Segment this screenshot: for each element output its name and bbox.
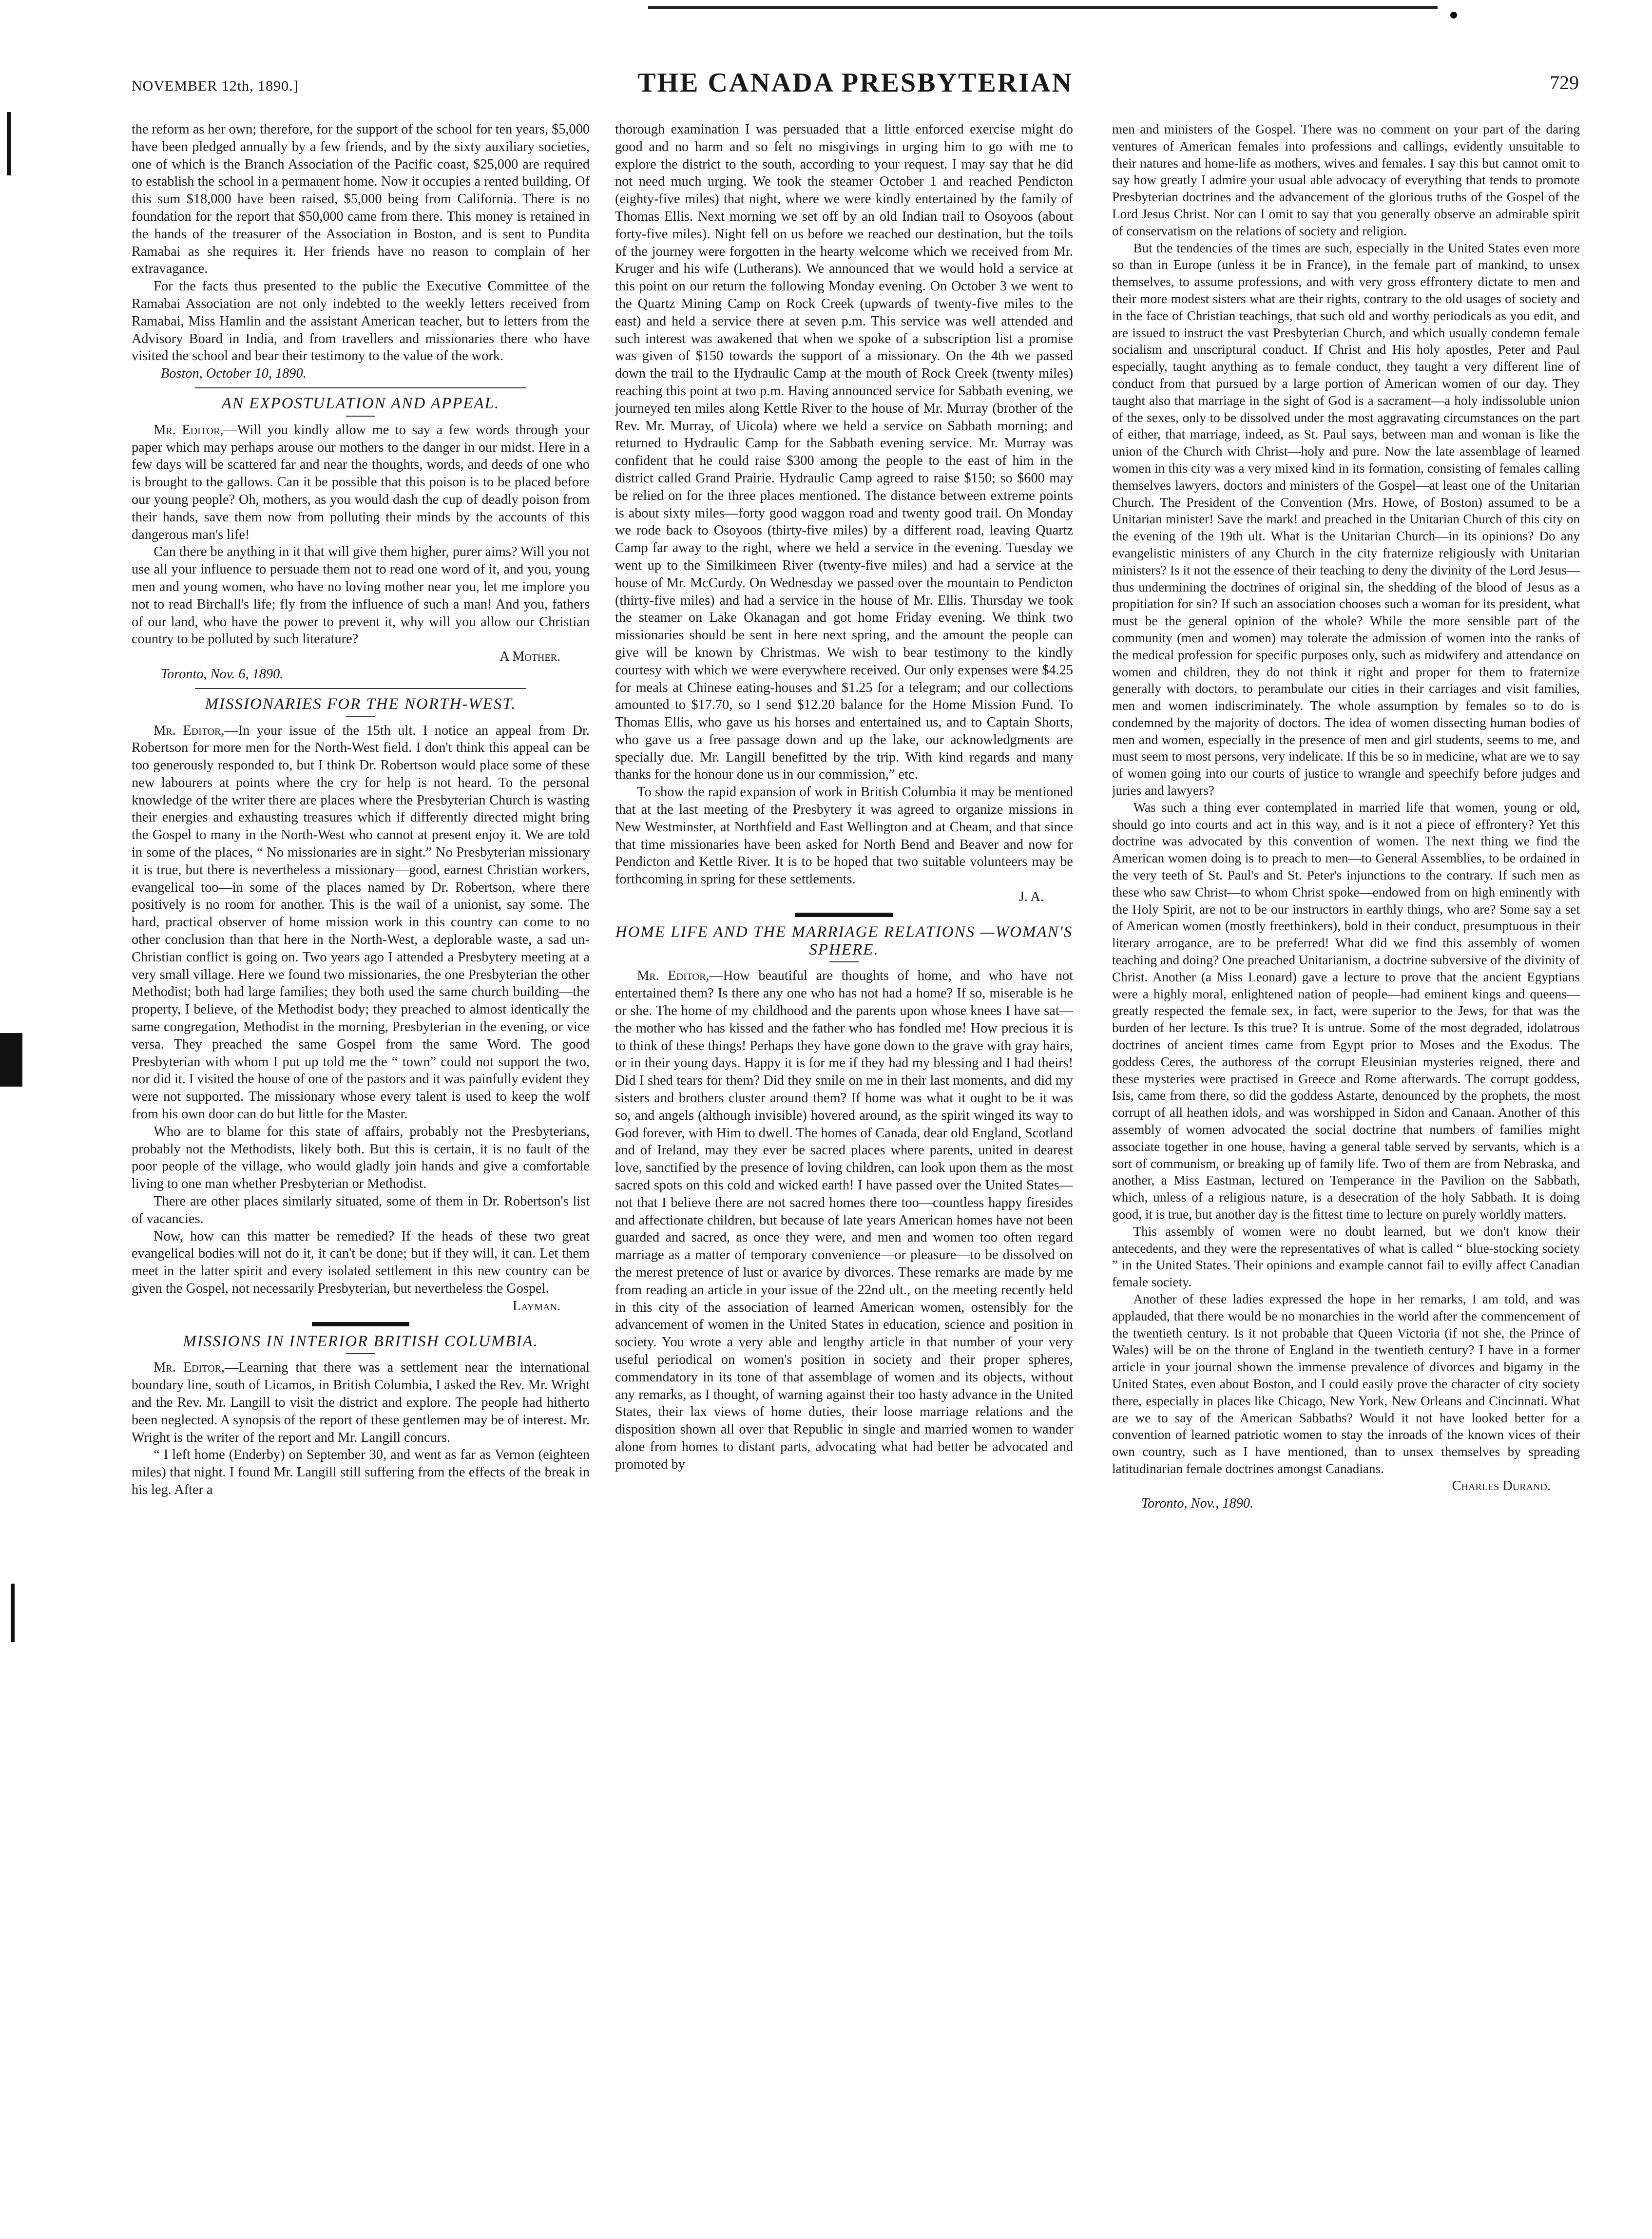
article-paragraph: thorough examination I was persuaded that a little enforced exercise might do good and no harm and so felt no misgivings in urging him to go with me to explore the district to the south, according to your request. I may say that he did not need much urging. We took the steamer October 1 and reached Pendicton (eighty-five miles) that night, where we were kindly entertained by the family of Thomas Ellis. Next morning we set off by an old Indian trail to Osoyoos (about forty-five miles). Night fell on us before we reached our destination, but the toils of the journey were forgotten in the hearty welcome which we received from Mr. Kruger and his wife (Lutherans). We announced that we would hold a service at this point on our return the following Monday evening. On October 3 we went to the Quartz Mining Camp on Rock Creek (upwards of twenty-five miles to the east) and held a service there at seven p.m. This service was well attended and such interest was awakened that when we spoke of a subscription list a promise was given of $150 towards the support of a missionary. On the 4th we passed down the trail to the Hydraulic Camp at the mouth of Rock Creek (twenty miles) reaching this point at two p.m. Having announced service for Sabbath evening, we journeyed ten miles along Kettle River to the house of Mr. Murray (brother of the Rev. Mr. Murray, of Uicola) where we held a service on Sabbath morning; and returned to Hydraulic Camp for the Sabbath evening service. Mr. Murray was confident that he could raise $300 among the people to the east of him in the district called Grand Prairie. Hydraulic Camp agreed to raise $150; so $600 may be relied on for the three places mentioned. The distance between extreme points is about sixty miles—forty good waggon road and twenty good trail. On Monday we rode back to Osoyoos (thirty-five miles) by a different road, leaving Quartz Camp far away to the right, where we held a service in the evening. Tuesday we went up to the Similkimeen River (twenty-five miles) and had a service at the house of Mr. McCurdy. On Wednesday we passed over the mountain to Pendicton (thirty-five miles) and had a service in the house of Mr. Ellis. Thursday we took the steamer on Lake Okanagan and got home Friday evening. We think two missionaries should be sent in here next spring, and the amount the people can give will be known by Christmas. We wish to bear testimony to the kindly courtesy with which we were everywhere received. Our only expenses were $4.25 for meals at Chinese eating-houses and $1.25 for a telegram; and our collections amounted to $17.70, so I send $12.20 balance for the Home Mission Fund. To Thomas Ellis, who gave us his horses and entertained us, and to Captain Shorts, who gave us a free passage down and up the lake, our acknowledgments are specially due. Mr. Langill benefitted by the trip. With kind regards and many thanks for the honour done us in our commission,” etc.	[615, 122, 1073, 783]
binding-mark	[1450, 12, 1457, 19]
signature: J. A.	[1018, 889, 1044, 905]
page-header	[132, 67, 1579, 111]
dateline: Boston, October 10, 1890.	[161, 366, 307, 382]
signature: Charles Durand.	[1452, 1478, 1551, 1493]
article-heading: AN EXPOSTULATION AND APPEAL.	[221, 394, 500, 412]
binding-mark	[0, 1033, 22, 1087]
heading-dash	[829, 961, 859, 962]
article-paragraph: Another of these ladies expressed the hope in her remarks, I am told, and was applauded, that there would be no monarchies in the world after the commencement of the twentieth century. Is it not probable that Queen Victoria (if not she, the Prince of Wales) will be on the throne of England in the twentieth century? I have in a former article in your journal shown the immense prevalence of divorces and bigamy in the United States, even about Boston, and I could easily prove the character of city society there, especially in places like Chicago, New York, New Orleans and Cincinnati. What are we to say of the American Sabbaths? Would it not have looked better for a convention of learned patriotic women to stay the inroads of the known vices of their own country, such as I have mentioned, than to unsex themselves by spreading latitudinarian female doctrines amongst Canadians.	[1112, 1291, 1580, 1476]
column-right	[1112, 121, 1580, 2216]
column-middle	[615, 121, 1073, 2216]
article-paragraph: —How beautiful are thoughts of home, and who have not entertained them? Is there any one who has not had a home? If so, miserable is he or she. The home of my childhood and the parents upon whose knees I have sat—the mother who has kissed and the father who has fondled me! How precious it is to think of these things! Perhaps they have gone down to the grave with gray hairs, or in their young days. Happy it is for me if they had my blessing and I had theirs! Did I shed tears for them? Did they smile on me in their last moments, and did my sisters and brothers cluster around them? If home was what it ought to be it was so, and angels (although invisible) hovered around, as the spirit winged its way to God forever, with Him to dwell. The homes of Canada, dear old England, Scotland and of Ireland, may they ever be sacred places where parents, united in dearest love, sanctified by the presence of loving children, can look upon them as the most sacred spots on this cold and wicked earth! I have passed over the United States—not that I believe there are not sacred homes there too—countless happy firesides and affectionate children, but because of late years American homes have not been guarded and sacred, as once they were, and men and women too often regard marriage as a matter of temporary convenience—or pleasure—to be dissolved on the merest pretence of lust or avarice by divorces. These remarks are made by me from reading an article in your issue of the 22nd ult., on the meeting recently held in this city of the association of learned American women, ostensibly for the advancement of women in the United States in education, science and position in society. You wrote a very able and lengthy article in that number of your very useful periodical on women's position in society and their proper spheres, commendatory in its tone of that assemblage of women and its objects, without any remarks, as I thought, of warning against their too hasty advance in the United States, their lax views of home duties, their loose marriage relations and the disposition shown all over that Republic in single and married women to wander alone from homes to distant parts, advocating what had better be advocated and promoted by	[615, 968, 1073, 1472]
heading-dash	[346, 716, 375, 717]
masthead-title: THE CANADA PRESBYTERIAN	[637, 68, 1073, 98]
page-number: 729	[1550, 72, 1579, 94]
binding-mark	[11, 1584, 15, 1642]
article-paragraph: men and ministers of the Gospel. There was no comment on your part of the daring ventures of American females into professions and callings, evidently unsuitable to their natures and home-life as mothers, wives and females. I say this but cannot omit to say how greatly I admire your usual able advocacy of everything that tends to promote Presbyterian doctrines and the advancement of the glorious truths of the Gospel of the Lord Jesus Christ. Nor can I omit to say that you generally observe an admirable spirit of conservatism on the relations of society and religion.	[1112, 122, 1580, 238]
article-paragraph: Who are to blame for this state of affairs, probably not the Presbyterians, probably not the Methodists, likely both. But this is certain, it is no fault of the poor people of the village, who would gladly join hands and give a comfortable living to one man whether Presbyterian or Methodist.	[132, 1124, 590, 1192]
article-paragraph: For the facts thus presented to the public the Executive Committee of the Ramabai Association are not only indebted to the weekly letters received from Ramabai, Miss Hamlin and the assistant American teacher, but to letters from the Advisory Board in India, and from travellers and missionaries there who have visited the school and bear their testimony to the value of the work.	[132, 279, 590, 364]
article-paragraph: the reform as her own; therefore, for the support of the school for ten years, $5,000 have been pledged annually by a few friends, and by the sixty auxiliary societies, one of which is the Branch Association of the Pacific coast, $25,000 are required to establish the school in a permanent home. Now it occupies a rented building. Of this sum $18,000 have been raised, $5,000 being from California. There is no foundation for the report that $50,000 came from there. This money is retained in the hands of the treasurer of the Association in Boston, and is sent to Pundita Ramabai as she requires it. Her friends have no reason to complain of her extravagance.	[132, 122, 590, 277]
article-paragraph: —In your issue of the 15th ult. I notice an appeal from Dr. Robertson for more men for the North-West field. I don't think this appeal can be too generously responded to, but I think Dr. Robertson would place some of these new labourers at points where the cry for help is not heard. To the personal knowledge of the writer there are places where the Presbyterian Church is wasting their energies and exhausting treasures which if differently directed might bring the Gospel to many in the North-West who cannot at present enjoy it. We are told in some of the places, “ No missionaries are in sight.” No Presbyterian missionary it is true, but there is nevertheless a missionary—good, earnest Christian workers, evangelical too—in some of the places named by Dr. Robertson, where there positively is no room for another. This is the wail of a unionist, say some. The hard, practical observer of home mission work in this country can come to no other conclusion than that here in the North-West, a deplorable waste, a sad un-Christian conflict is going on. Two years ago I attended a Presbytery meeting at a very small village. Here we found two missionaries, the one Presbyterian the other Methodist; both had large families; they both used the same church building—the property, I believe, of the Methodist body; they preached to almost identically the same congregation, Methodist in the morning, Presbyterian in the evening, or vice versa. They preached the same Gospel from the same Word. The good Presbyterian with whom I put up told me the “ town” could not support the two, nor did it. I visited the house of one of the pastors and it was painfully evident they were not supported. The missionary whose every talent is used to keep the wolf from his own door can do but little for the Master.	[132, 723, 590, 1122]
article-paragraph: There are other places similarly situated, some of them in Dr. Robertson's list of vacancies.	[132, 1194, 590, 1226]
heading-dash	[346, 416, 375, 417]
salutation: Mr. Editor,	[637, 968, 710, 984]
article-paragraph: To show the rapid expansion of work in British Columbia it may be mentioned that at the last meeting of the Presbytery it was agreed to organize missions in New Westminster, at Northfield and East Wellington and at Cheam, and that since that time missionaries have been asked for North Bend and Beaver and now for Pendicton and Kettle River. It is to be hoped that two suitable volunteers may be forthcoming in spring for these settlements.	[615, 785, 1073, 887]
column-left	[132, 121, 590, 2216]
article-paragraph: —Learning that there was a settlement near the international boundary line, south of Licamos, in British Columbia, I asked the Rev. Mr. Wright and the Rev. Mr. Langill to visit the district and explore. The people had hitherto been neglected. A synopsis of the report of these gentlemen may be of interest. Mr. Wright is the writer of the report and Mr. Langill concurs.	[132, 1360, 590, 1445]
heading-dash	[346, 1353, 375, 1354]
article-heading: HOME LIFE AND THE MARRIAGE RELATIONS —WOMAN'S SPHERE.	[615, 923, 1073, 958]
signature: A Mother.	[499, 649, 560, 665]
article-paragraph: —Will you kindly allow me to say a few words through your paper which may perhaps arouse our mothers to the danger in our midst. Here in a few days will be scattered far and near the thoughts, words, and deeds of one who is brought to the gallows. Can it be possible that this poison is to be placed before our young people? Oh, mothers, as you would dash the cup of deadly poison from their hands, save them now from polluting their minds by the accounts of this dangerous man's life!	[132, 422, 590, 542]
article-paragraph: Can there be anything in it that will give them higher, purer aims? Will you not use all your influence to persuade them not to read one word of it, and you, young men and young women, who have no loving mother near you, let me implore you not to read Birchall's life; fly from the influence of such a man! And you, fathers of our land, who have the power to prevent it, why will you allow our Christian country to be polluted by such literature?	[132, 544, 590, 647]
dateline: Toronto, Nov. 6, 1890.	[161, 666, 284, 682]
article-paragraph: This assembly of women were no doubt learned, but we don't know their antecedents, and they were the representatives of what is called “ blue-stocking society ” in the United States. Their opinions and example cannot fail to evilly affect Canadian female society.	[1112, 1224, 1580, 1290]
article-heading: MISSIONS IN INTERIOR BRITISH COLUMBIA.	[183, 1332, 538, 1350]
signature: Layman.	[512, 1298, 560, 1314]
article-heading: MISSIONARIES FOR THE NORTH-WEST.	[205, 695, 517, 713]
section-rule	[195, 387, 526, 388]
salutation: Mr. Editor,	[154, 422, 224, 438]
section-rule	[795, 913, 893, 917]
section-rule	[195, 688, 526, 689]
issue-date: NOVEMBER 12th, 1890.]	[132, 78, 299, 94]
binding-mark	[7, 112, 11, 175]
top-rule	[648, 6, 1438, 9]
article-paragraph: Now, how can this matter be remedied? If the heads of these two great evangelical bodies will not do it, it can't be done; but if they will, it can. Let them meet in the latter spirit and every isolated settlement in this new country can be given the Gospel, not necessarily Presbyterian, but nevertheless the Gospel.	[132, 1228, 590, 1296]
section-rule	[312, 1322, 409, 1326]
salutation: Mr. Editor,	[154, 723, 225, 738]
salutation: Mr. Editor,	[154, 1360, 225, 1376]
article-paragraph: “ I left home (Enderby) on September 30, and went as far as Vernon (eighteen miles) that night. I found Mr. Langill still suffering from the effects of the break in his leg. After a	[132, 1447, 590, 1497]
article-paragraph: Was such a thing ever contemplated in married life that women, young or old, should go into courts and act in this way, and is it not a piece of effrontery? Yet this doctrine was advocated by this convention of women. The next thing we find the American women doing is to preach to men—to General Assemblies, to be ordained in the very teeth of St. Paul's and St. Peter's injunctions to the contrary. If such men as these who saw Christ—to whom Christ spoke—endowed from on high eminently with the Holy Spirit, are not to be our instructors in earthly things, who are? Some say a set of American women (mostly freethinkers), bold in their conduct, presumptuous in their literary arrogance, are to be preferred! What did we find this assembly of women teaching and doing? One preached Unitarianism, a doctrine subversive of the divinity of Christ. Another (a Miss Leonard) gave a lecture to prove that the ancient Egyptians were a highly moral, enlightened nation of people—had eminent kings and queens—greatly respected the female sex, in fact, were superior to the Jews, for that was the burden of her lecture. Is this true? It is untrue. Some of the most degraded, idolatrous doctrines of ancient times came from Egypt prior to Moses and the Exodus. The goddess Ceres, the authoress of the corrupt Eleusinian mysteries reigned, there and these mysteries were practised in Greece and Rome afterwards. The corrupt goddess, Isis, came from there, so did the goddess Astarte, denounced by the prophets, the most corrupt of all heathen idols, and was worshipped in Sidon and Canaan. Another of this assembly of women advocated the social doctrine that numbers of families might associate together in one house, having a general table served by servants, which is a sort of communism, or breaking up of family life. Two of them are from Nebraska, and another, a Miss Eastman, lectured on Temperance in the Pavilion on the Sabbath, which, unless of a religious nature, is a desecration of the holy Sabbath. It is doing good, it is true, but another day is the fittest time to lecture on purely worldly matters.	[1112, 800, 1580, 1222]
dateline: Toronto, Nov., 1890.	[1141, 1495, 1254, 1511]
article-paragraph: But the tendencies of the times are such, especially in the United States even more so than in Europe (unless it be in France), in the female part of mankind, to unsex themselves, to assume professions, and with very gross effrontery dictate to men and their more modest sisters what are their rights, contrary to the old usages of society and in the face of Christian teachings, that such old and worthy periodicals as you edit, and are issued to instruct the vast Presbyterian Church, and which usually condemn female socialism and unscriptural conduct. If Christ and His holy apostles, Peter and Paul especially, taught anything as to female conduct, they taught a very different line of conduct from that pursued by a large portion of American women of our day. They taught also that marriage in the sight of God is a sacrament—a holy indissoluble union of the sexes, only to be dissolved under the most aggravating circumstances on the part of either, that marriage, indeed, as St. Paul says, between man and woman is like the union of the Church with Christ—holy and pure. Now the late assemblage of learned women in this city was a very mixed kind in its formation, consisting of females calling themselves lawyers, doctors and ministers of the Gospel—at least one of the Unitarian Church. The President of the Convention (Mrs. Howe, of Boston) assumed to be a Unitarian minister! Save the mark! and preached in the Unitarian Church of this city on the evening of the 19th ult. What is the Unitarian Church—in its opinions? Do any evangelistic ministers of any Church in the city fraternize religiously with Unitarian ministers? Is it not the essence of their teaching to deny the divinity of the Lord Jesus—thus undermining the doctrines of original sin, the shedding of the blood of Jesus as a propitiation for sin? If such an association chooses such a woman for its president, what must be the general opinion of the whole? While the more sensible part of the community (men and women) may tolerate the admission of women into the ranks of the medical profession for specific purposes only, such as midwifery and attendance on women and children, they do not think it right and proper for them to fraternize generally with doctors, to perambulate our cities in their carriages and visit families, men and women indiscriminately. The whole assumption by females so to do is condemned by the majority of doctors. The idea of women dissecting human bodies of men and women, especially in the presence of men and girl students, seems to me, and must seem to most persons, very indelicate. If this be so in medicine, what are we to say of women going into our courts of justice to wrangle and speechify before judges and juries and lawyers?	[1112, 240, 1580, 798]
